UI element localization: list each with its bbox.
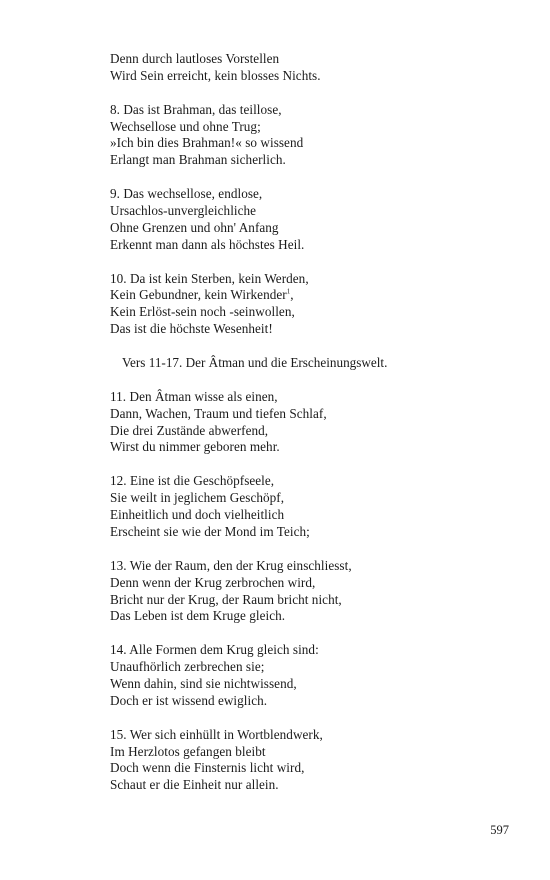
- verse-line: Einheitlich und doch vielheitlich: [110, 507, 285, 523]
- stanza: [110, 271, 440, 339]
- stanza: [110, 642, 440, 710]
- stanza-gap: [110, 169, 440, 186]
- verse-line: 13. Wie der Raum, den der Krug einschliesst,: [110, 557, 352, 573]
- verse-line: Doch er ist wissend ewiglich.: [110, 692, 268, 708]
- section-heading: Vers 11-17. Der Âtman und die Erscheinungswelt.: [122, 355, 388, 371]
- stanza: [110, 51, 440, 85]
- verse-line: 9. Das wechsellose, endlose,: [110, 186, 263, 202]
- verse-line: Schaut er die Einheit nur allein.: [110, 777, 279, 793]
- verse-line: Das ist die höchste Wesenheit!: [110, 321, 273, 337]
- poem-text: [110, 51, 440, 794]
- stanza: [110, 473, 440, 541]
- verse-line: Wird Sein erreicht, kein blosses Nichts.: [110, 67, 321, 83]
- verse-line: Unaufhörlich zerbrechen sie;: [110, 659, 265, 675]
- footnote-trailing-punctuation: ,: [290, 287, 294, 303]
- verse-line: Erlangt man Brahman sicherlich.: [110, 152, 286, 168]
- verse-line: Kein Erlöst-sein noch -seinwollen,: [110, 304, 295, 320]
- footnote-mark[interactable]: 1: [286, 288, 291, 297]
- verse-line-with-footnote: [110, 287, 440, 304]
- stanza: [110, 389, 440, 457]
- stanza-gap: [110, 625, 440, 642]
- verse-line: Wenn dahin, sind sie nichtwissend,: [110, 675, 297, 691]
- stanza-gap: [110, 85, 440, 102]
- verse-line: Ursachlos-unvergleichliche: [110, 203, 257, 219]
- verse-line: 11. Den Âtman wisse als einen,: [110, 388, 278, 404]
- verse-line: Doch wenn die Finsternis licht wird,: [110, 760, 305, 776]
- stanza-gap: [110, 338, 440, 355]
- verse-line: Erkennt man dann als höchstes Heil.: [110, 236, 305, 252]
- stanza: [110, 102, 440, 170]
- stanza-gap: [110, 372, 440, 389]
- verse-line: Die drei Zustände abwerfend,: [110, 422, 269, 438]
- verse-line: 15. Wer sich einhüllt in Wortblendwerk,: [110, 726, 323, 742]
- stanza-gap: [110, 456, 440, 473]
- page-number: 597: [490, 823, 509, 837]
- verse-line: Bricht nur der Krug, der Raum bricht nicht,: [110, 591, 342, 607]
- stanza-gap: [110, 541, 440, 558]
- verse-line: Im Herzlotos gefangen bleibt: [110, 743, 266, 759]
- verse-line: 10. Da ist kein Sterben, kein Werden,: [110, 270, 309, 286]
- verse-line: 14. Alle Formen dem Krug gleich sind:: [110, 642, 319, 658]
- verse-line: »Ich bin dies Brahman!« so wissend: [110, 135, 304, 151]
- verse-line-text: Kein Gebundner, kein Wirkender: [110, 287, 287, 303]
- verse-line: Ohne Grenzen und ohn' Anfang: [110, 219, 279, 235]
- verse-line: Denn wenn der Krug zerbrochen wird,: [110, 574, 316, 590]
- stanza-gap: [110, 710, 440, 727]
- verse-line: Wirst du nimmer geboren mehr.: [110, 439, 280, 455]
- verse-line: Wechsellose und ohne Trug;: [110, 118, 261, 134]
- verse-line: Sie weilt in jeglichem Geschöpf,: [110, 490, 285, 506]
- stanza-gap: [110, 254, 440, 271]
- verse-line: Dann, Wachen, Traum und tiefen Schlaf,: [110, 405, 327, 421]
- stanza: [110, 186, 440, 254]
- stanza: [110, 727, 440, 795]
- verse-line: Erscheint sie wie der Mond im Teich;: [110, 523, 310, 539]
- verse-line: 12. Eine ist die Geschöpfseele,: [110, 473, 275, 489]
- verse-line: Denn durch lautloses Vorstellen: [110, 51, 280, 66]
- verse-line: Das Leben ist dem Kruge gleich.: [110, 608, 286, 624]
- stanza: [110, 558, 440, 626]
- verse-line: 8. Das ist Brahman, das teillose,: [110, 101, 282, 117]
